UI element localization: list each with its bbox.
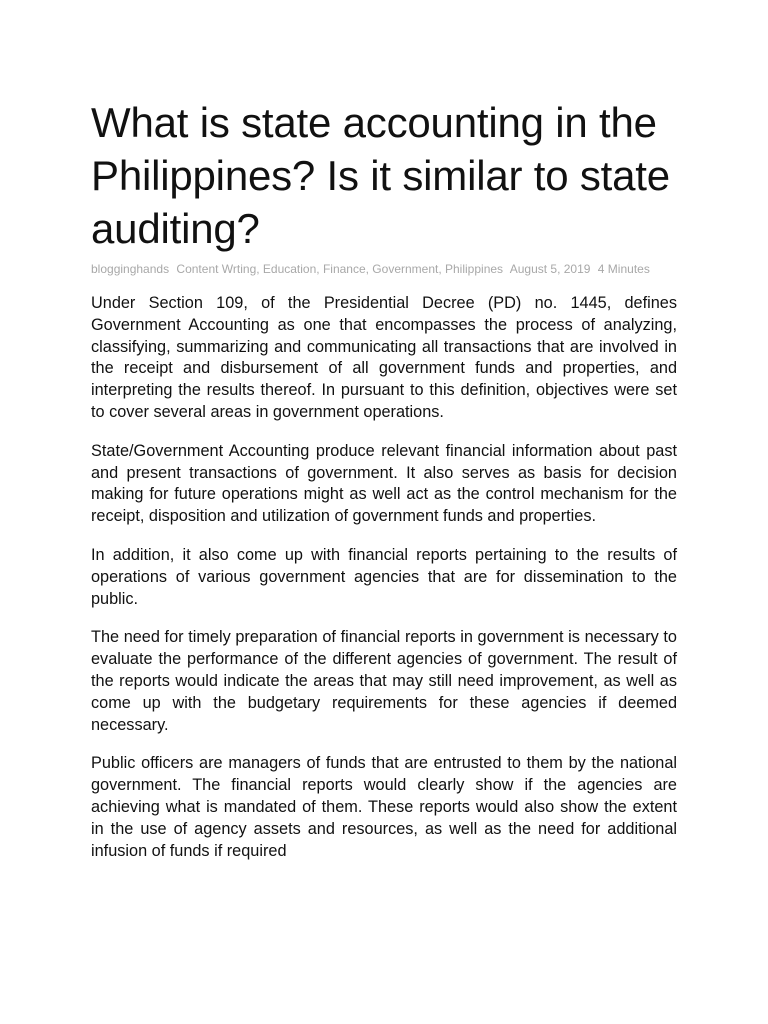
article-title: What is state accounting in the Philippines? Is it similar to state auditing? [91,99,670,252]
paragraph-2: State/Government Accounting produce relevant financial information about past and present transactions of government. It also serves as basis for decision making for future operations might as well act as the control mechanism for the receipt, disposition and utilization of government funds and properties. [91,441,677,526]
article-meta [91,261,677,278]
read-time: 4 Minutes [597,262,650,276]
paragraph-4: The need for timely preparation of financial reports in government is necessary to evaluate the performance of the different agencies of government. The result of the reports would indicate the areas that may still need improvement, as well as come up with the budgetary requirements for these agencies if deemed necessary. [91,628,677,734]
paragraph-5: Public officers are managers of funds that are entrusted to them by the national government. The financial reports would clearly show if the agencies are achieving what is mandated of them. These reports would also show the extent in the use of agency assets and resources, as well as the need for additional infusion of funds if required [91,754,677,860]
category-links[interactable]: Content Wrting, Education, Finance, Government, Philippines [176,262,504,276]
paragraph-3: In addition, it also come up with financial reports pertaining to the results of operations of various government agencies that are for dissemination to the public. [91,545,677,608]
author-link[interactable]: blogginghands [91,262,170,276]
post-date[interactable]: August 5, 2019 [509,262,591,276]
article [91,96,677,879]
article-body [91,293,677,862]
paragraph-1: Under Section 109, of the Presidential Decree (PD) no. 1445, defines Government Accounting as one that encompasses the process of analyzing, classifying, summarizing and communicating all transactions that are involved in the receipt and disbursement of all government funds and properties, and interpreting the results thereof. In pursuant to this definition, objectives were set to cover several areas in government operations. [91,294,677,421]
